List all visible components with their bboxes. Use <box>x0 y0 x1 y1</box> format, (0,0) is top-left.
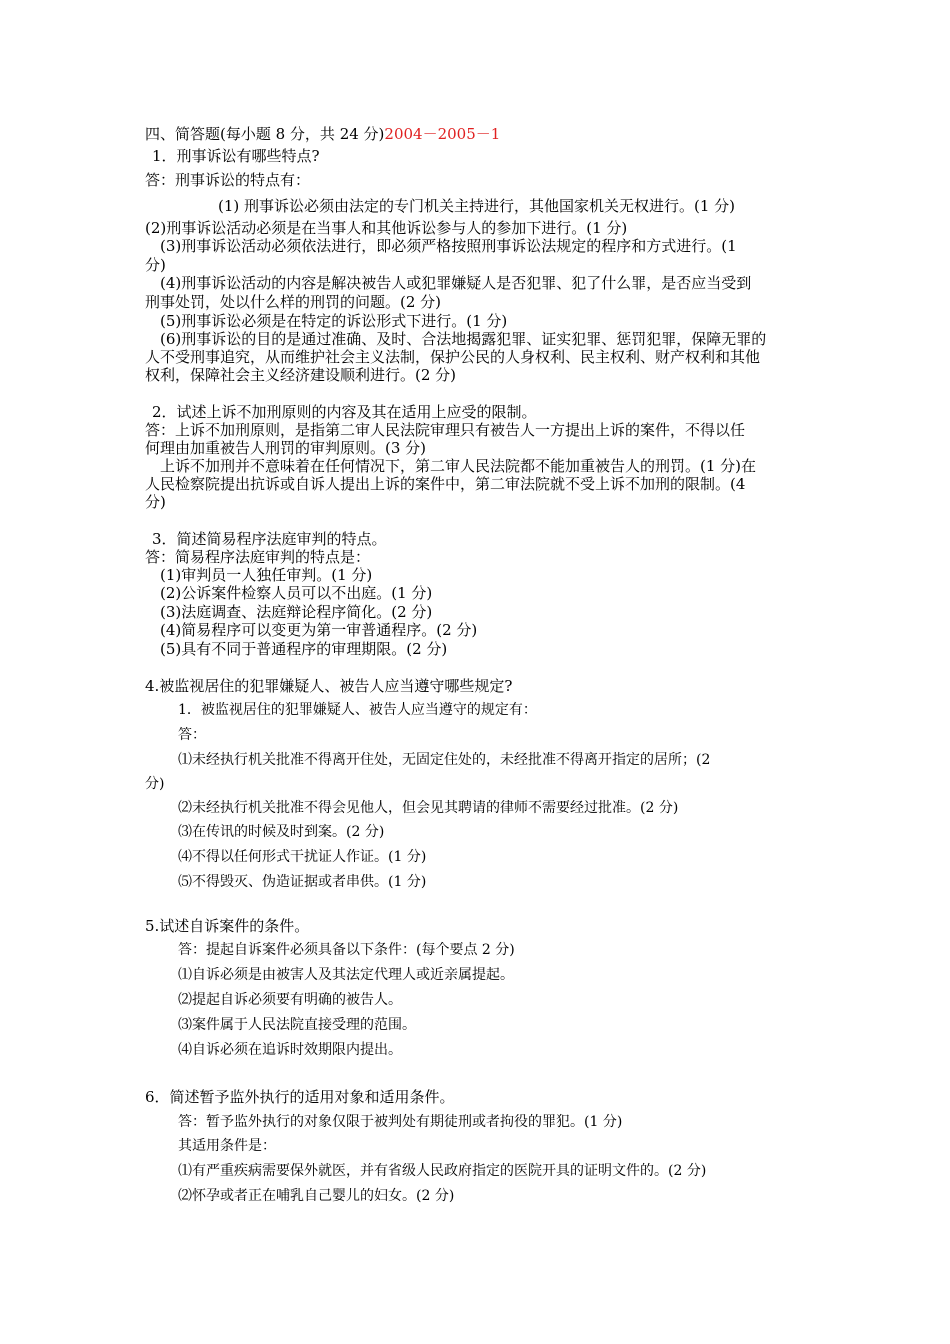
q4-line: ⑸不得毁灭、伪造证据或者串供。(1 分) <box>178 874 427 890</box>
q2-question: 2．试述上诉不加刑原则的内容及其在适用上应受的限制。 <box>152 403 537 421</box>
q2-line: 何理由加重被告人刑罚的审判原则。(3 分) <box>145 439 427 457</box>
q3-question: 3．简述简易程序法庭审判的特点。 <box>152 530 387 548</box>
q4-line: ⑷不得以任何形式干扰证人作证。(1 分) <box>178 849 427 865</box>
q6-line: ⑵怀孕或者正在哺乳自己婴儿的妇女。(2 分) <box>178 1188 455 1204</box>
q5-line: 答：提起自诉案件必须具备以下条件：(每个要点 2 分) <box>178 942 515 958</box>
q4-line: 分) <box>145 776 165 792</box>
q1-answer-intro: 答：刑事诉讼的特点有： <box>145 171 311 189</box>
q2-line: 上诉不加刑并不意味着在任何情况下，第二审人民法院都不能加重被告人的刑罚。(1 分)在 <box>160 457 757 475</box>
q4-line: ⑶在传讯的时候及时到案。(2 分) <box>178 824 385 840</box>
q1-line: (1) 刑事诉讼必须由法定的专门机关主持进行，其他国家机关无权进行。(1 分) <box>218 197 736 215</box>
q5-line: ⑵提起自诉必须要有明确的被告人。 <box>178 992 402 1008</box>
q3-line: (1)审判员一人独任审判。(1 分) <box>160 566 373 584</box>
heading-text: 四、简答题(每小题 8 分，共 24 分) <box>145 125 385 143</box>
q1-line: 分) <box>145 256 166 274</box>
q3-answer-intro: 答：简易程序法庭审判的特点是： <box>145 548 371 566</box>
heading-term-tag: 2004－2005－1 <box>384 125 501 143</box>
q1-line: (4)刑事诉讼活动的内容是解决被告人或犯罪嫌疑人是否犯罪、犯了什么罪，是否应当受到 <box>160 274 752 292</box>
section-heading <box>145 124 500 144</box>
q4-line: 答： <box>178 727 206 743</box>
q4-question: 4.被监视居住的犯罪嫌疑人、被告人应当遵守哪些规定? <box>145 677 513 695</box>
q6-line: ⑴有严重疾病需要保外就医，并有省级人民政府指定的医院开具的证明文件的。(2 分) <box>178 1163 707 1179</box>
q2-line: 分) <box>145 493 166 511</box>
q1-line: (5)刑事诉讼必须是在特定的诉讼形式下进行。(1 分) <box>160 312 508 330</box>
q6-line: 答：暂予监外执行的对象仅限于被判处有期徒刑或者拘役的罪犯。(1 分) <box>178 1114 623 1130</box>
q3-line: (3)法庭调查、法庭辩论程序简化。(2 分) <box>160 603 433 621</box>
q5-line: ⑷自诉必须在追诉时效期限内提出。 <box>178 1042 402 1058</box>
q5-question: 5.试述自诉案件的条件。 <box>145 917 310 935</box>
q1-line: (3)刑事诉讼活动必须依法进行，即必须严格按照刑事诉讼法规定的程序和方式进行。(1 <box>160 237 737 255</box>
q4-line: ⑴未经执行机关批准不得离开住处，无固定住处的，未经批准不得离开指定的居所；(2 <box>178 752 711 768</box>
q3-line: (2)公诉案件检察人员可以不出庭。(1 分) <box>160 584 433 602</box>
q1-line: 刑事处罚，处以什么样的刑罚的问题。(2 分) <box>145 293 442 311</box>
q4-line: 1．被监视居住的犯罪嫌疑人、被告人应当遵守的规定有： <box>178 702 537 718</box>
q1-question: 1．刑事诉讼有哪些特点? <box>152 147 320 165</box>
q2-line: 答：上诉不加刑原则，是指第二审人民法院审理只有被告人一方提出上诉的案件，不得以任 <box>145 421 746 439</box>
q1-line: (2)刑事诉讼活动必须是在当事人和其他诉讼参与人的参加下进行。(1 分) <box>145 219 628 237</box>
q1-line: 人不受刑事追究，从而维护社会主义法制，保护公民的人身权利、民主权利、财产权利和其他 <box>145 348 761 366</box>
q6-question: 6．简述暂予监外执行的适用对象和适用条件。 <box>145 1088 455 1106</box>
q1-line: (6)刑事诉讼的目的是通过准确、及时、合法地揭露犯罪、证实犯罪、惩罚犯罪，保障无罪的 <box>160 330 767 348</box>
q6-line: 其适用条件是： <box>178 1138 276 1154</box>
q3-line: (5)具有不同于普通程序的审理期限。(2 分) <box>160 640 448 658</box>
q4-line: ⑵未经执行机关批准不得会见他人，但会见其聘请的律师不需要经过批准。(2 分) <box>178 800 679 816</box>
q5-line: ⑶案件属于人民法院直接受理的范围。 <box>178 1017 416 1033</box>
q2-line: 人民检察院提出抗诉或自诉人提出上诉的案件中，第二审法院就不受上诉不加刑的限制。(4 <box>145 475 746 493</box>
q3-line: (4)简易程序可以变更为第一审普通程序。(2 分) <box>160 621 478 639</box>
q1-line: 权利，保障社会主义经济建设顺利进行。(2 分) <box>145 366 457 384</box>
q5-line: ⑴自诉必须是由被害人及其法定代理人或近亲属提起。 <box>178 967 514 983</box>
